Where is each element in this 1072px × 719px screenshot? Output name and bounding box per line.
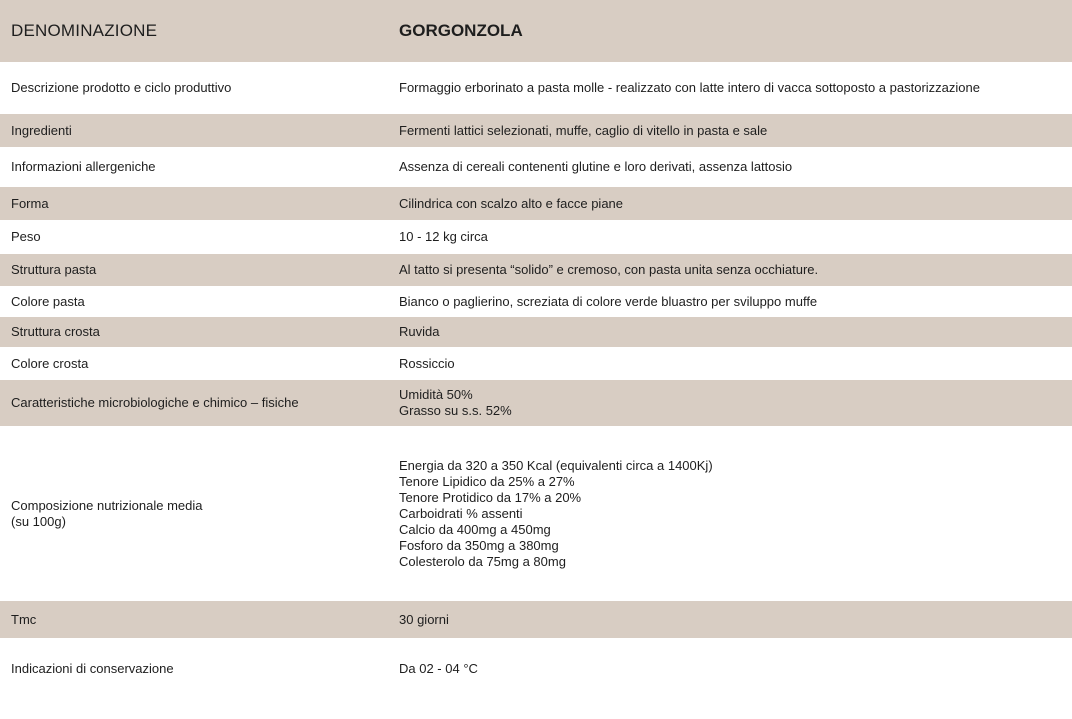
row-label: Colore pasta: [11, 293, 85, 309]
table-row: [0, 426, 1072, 601]
table-row: [0, 601, 1072, 638]
row-label: Indicazioni di conservazione: [11, 660, 174, 676]
table-row: [0, 220, 1072, 254]
table-row: [0, 62, 1072, 114]
product-name: GORGONZOLA: [399, 21, 523, 40]
row-label: Struttura crosta: [11, 324, 100, 339]
row-label: Descrizione prodotto e ciclo produttivo: [11, 80, 232, 95]
row-label: Informazioni allergeniche: [11, 159, 156, 174]
row-value: Da 02 - 04 °C: [399, 660, 478, 676]
table-row: [0, 347, 1072, 380]
table-row: [0, 114, 1072, 147]
row-value: 30 giorni: [399, 611, 449, 627]
header-label: DENOMINAZIONE: [11, 21, 158, 40]
header-row: [0, 0, 1072, 62]
table-row: [0, 286, 1072, 317]
row-label: Struttura pasta: [11, 262, 97, 277]
row-label: Ingredienti: [11, 122, 72, 138]
row-value: 10 - 12 kg circa: [399, 229, 488, 244]
row-value: Al tatto si presenta “solido” e cremoso, con pasta unita senza occhiature.: [399, 262, 819, 277]
row-label: Tmc: [11, 611, 37, 627]
table-row: [0, 380, 1072, 426]
table-row: [0, 187, 1072, 220]
row-value: Formaggio erborinato a pasta molle - realizzato con latte intero di vacca sottoposto a pastorizzazione: [399, 80, 980, 95]
row-value: Rossiccio: [399, 355, 455, 371]
table-row: [0, 638, 1072, 699]
row-value: Ruvida: [399, 324, 440, 339]
row-value: Bianco o paglierino, screziata di colore verde bluastro per sviluppo muffe: [399, 293, 818, 309]
row-value: Umidità 50% Grasso su s.s. 52%: [399, 387, 512, 418]
row-label: Colore crosta: [11, 355, 89, 371]
row-value: Cilindrica con scalzo alto e facce piane: [399, 195, 624, 211]
row-value: Fermenti lattici selezionati, muffe, caglio di vitello in pasta e sale: [399, 122, 768, 138]
row-label: Forma: [11, 195, 49, 211]
row-value: Energia da 320 a 350 Kcal (equivalenti circa a 1400Kj) Tenore Lipidico da 25% a 27% Tenore Protidico da 17% a 20% Carboidrati % assenti Calcio da 400mg a 450mg Fosforo da 350mg a 380mg Colesterolo da 75mg a 80mg: [399, 457, 713, 569]
table-row: [0, 254, 1072, 286]
row-value: Assenza di cereali contenenti glutine e loro derivati, assenza lattosio: [399, 159, 793, 174]
row-label: Peso: [11, 229, 41, 244]
table-row: [0, 317, 1072, 347]
row-label: Caratteristiche microbiologiche e chimico – fisiche: [11, 395, 299, 410]
table-row: [0, 147, 1072, 187]
row-label: Composizione nutrizionale media (su 100g): [11, 497, 203, 529]
